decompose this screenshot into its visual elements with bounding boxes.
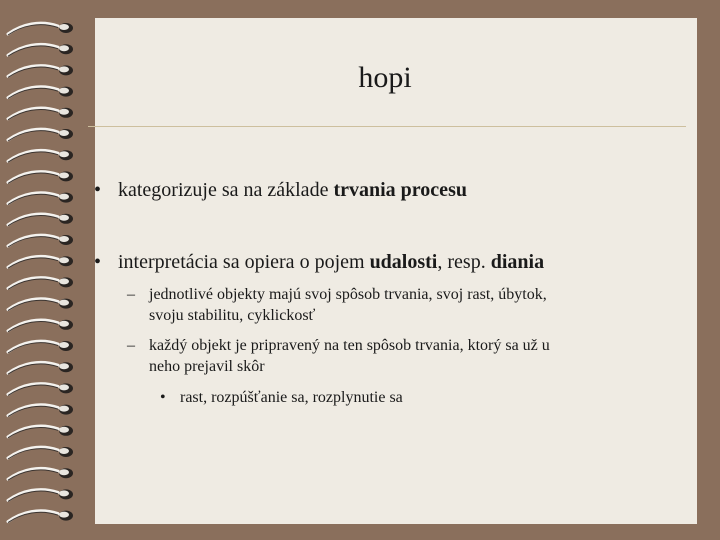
- sub-bullet-item-2: [127, 335, 687, 377]
- sub-bullet-text-line1: jednotlivé objekty majú svoj spôsob trvania, svoj rast, úbytok,: [149, 286, 547, 303]
- bullet-text: , resp.: [437, 251, 491, 273]
- sub-bullet-marker: –: [127, 286, 135, 303]
- sub-bullet-text-line2: neho prejavil skôr: [149, 358, 265, 375]
- sub-bullet-item-1: [127, 284, 687, 326]
- sub-bullet-text-line2: svoju stabilitu, cyklickosť: [149, 307, 316, 324]
- sub-sub-bullet-item-1: [160, 387, 403, 408]
- bullet-emphasis: diania: [490, 251, 545, 273]
- bullet-item-1: [94, 176, 467, 204]
- bullet-text: interpretácia sa opiera o pojem: [118, 251, 370, 273]
- sub-sub-bullet-text: rast, rozpúšťanie sa, rozplynutie sa: [180, 389, 403, 406]
- bullet-marker: •: [94, 179, 102, 201]
- sub-bullet-text-line1: každý objekt je pripravený na ten spôsob trvania, ktorý sa už u: [149, 337, 550, 354]
- bullet-text: kategorizuje sa na základe: [118, 179, 334, 201]
- sub-bullet-marker: –: [127, 337, 135, 354]
- sub-sub-bullet-marker: •: [160, 389, 166, 406]
- bullet-marker: •: [94, 251, 102, 273]
- slide-title: hopi: [358, 61, 412, 94]
- bullet-item-2: [94, 248, 544, 276]
- bullet-emphasis: trvania procesu: [333, 179, 467, 201]
- bullet-emphasis: udalosti: [369, 251, 438, 273]
